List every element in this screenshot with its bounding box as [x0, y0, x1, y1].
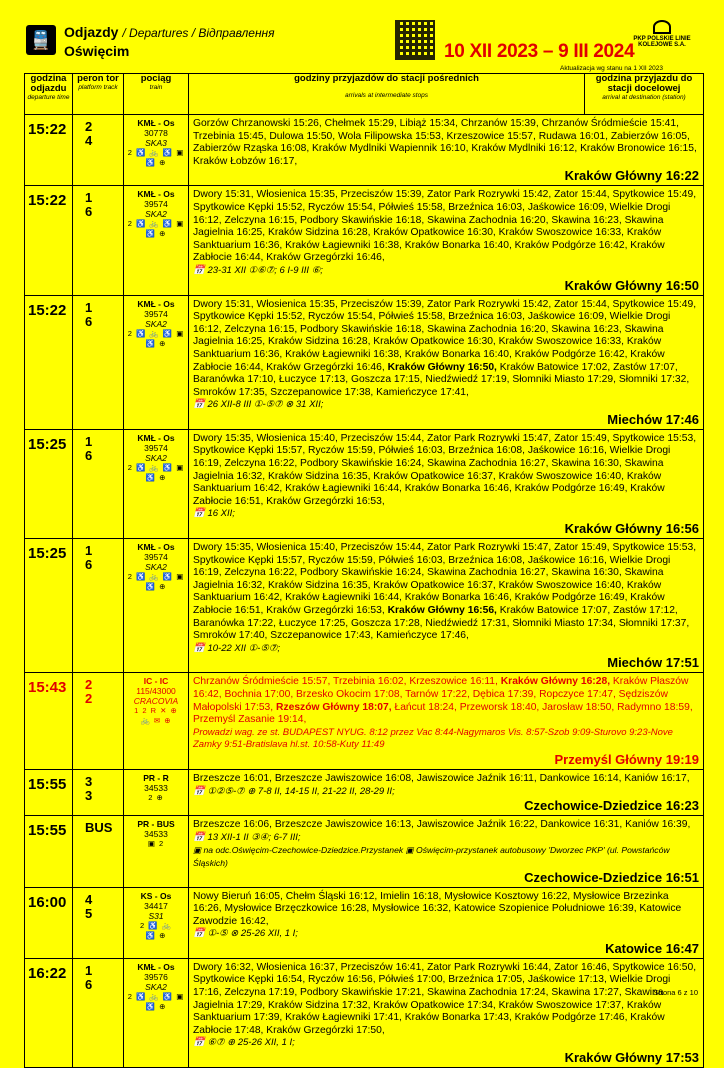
destination: Miechów 17:51 — [607, 655, 699, 671]
train-number: 34533 — [144, 829, 168, 840]
station-name: Oświęcim — [64, 43, 130, 59]
train-category: IC - IC — [143, 676, 169, 687]
train-info — [124, 958, 189, 1067]
platform-track — [73, 673, 124, 770]
intermediate-stops — [189, 295, 704, 429]
row-notes: 📅 16 XII; — [193, 508, 235, 520]
train-info — [124, 429, 189, 538]
row-notes-2: ▣ na odc.Oświęcim-Czechowice-Dziedzice.Przystanek ▣ Oświęcim-przystanek autobusowy 'Dworzec PKP' (ul. Powstańców Śląskich) — [193, 845, 670, 868]
stops-list: Dwory 16:32, Włosienica 16:37, Przeciszów 16:41, Zator Park Rozrywki 16:44, Zator 16:46, Spytkowice 16:50, Spytkowice Kępki 16:54, Ryczów 16:56, Półwieś 17:00, Brzeźnica 17:05, Jaśkowice 17:13, Wielkie Drogi 17:16, Zelczyna 17:19, Podbory Skawińskie 17:21, Skawina Zachodnia 17:24, Skawina 17:27, Skawina Jagielnia 17:29, Kraków Sidzina 17:32, Kraków Opatkowice 17:34, Kraków Swoszowice 17:37, Kraków Sanktuarium 17:39, Kraków Łagiewniki 17:41, Kraków Bonarka 17:43, Kraków Podgórze 17:46, Kraków Zabłocie 17:48, Kraków Grzegórzki 17:50, — [193, 961, 697, 1036]
platform: 1 — [85, 433, 93, 449]
destination: Miechów 17:46 — [607, 411, 699, 427]
train-number: 39574 — [144, 199, 168, 210]
platform-track — [73, 295, 124, 429]
header — [0, 0, 724, 72]
departure-time: 16:00 — [25, 887, 73, 958]
platform: 4 — [85, 891, 93, 907]
destination: Kraków Główny 16:50 — [564, 277, 699, 293]
track: 4 — [85, 133, 93, 148]
destination: Czechowice-Dziedzice 16:51 — [524, 869, 699, 885]
platform-track — [73, 115, 124, 186]
page-number: Strona 6 z 10 — [653, 988, 698, 997]
train-info — [124, 115, 189, 186]
amenity-icons: 2 ♿ 🚲 ♿ ▣ — [127, 991, 185, 1001]
train-category: PR - R — [143, 772, 169, 783]
row-notes: 📅 ⑥⑦ ⊕ 25-26 XII, 1 I; — [193, 1037, 295, 1049]
departure-time: 15:55 — [25, 769, 73, 815]
amenity-icons-2: ♿ ⊕ — [145, 1001, 167, 1011]
carrier-logo: PKP POLSKIE LINIE KOLEJOWE S.A. — [622, 20, 702, 48]
intermediate-stops — [189, 816, 704, 887]
table-row — [25, 887, 704, 958]
destination: Kraków Główny 16:22 — [564, 168, 699, 184]
departure-time: 15:22 — [25, 186, 73, 295]
col-train: pociąg train — [124, 74, 189, 115]
track: 6 — [85, 447, 93, 463]
train-name: SKA3 — [145, 138, 167, 148]
train-icon: 🚆 — [26, 25, 56, 55]
destination: Katowice 16:47 — [605, 940, 699, 956]
track: 2 — [85, 691, 93, 707]
stops-list: Gorzów Chrzanowski 15:26, Chełmek 15:29, Libiąż 15:34, Chrzanów 15:39, Chrzanów Śródmieście 15:41, Trzebinia 15:45, Dulowa 15:50, Wola Filipowska 15:53, Krzeszowice 15:57, Rudawa 16:01, Zabierzów 16:05, Zabierzów Rząska 16:08, Kraków Mydlniki Wapiennik 16:10, Kraków Mydlniki 16:12, Kraków Bronowice 16:15, Kraków Łobzów 16:17, — [193, 118, 697, 167]
intermediate-stops — [189, 673, 704, 770]
intermediate-stops — [189, 115, 704, 186]
amenity-icons-2: ♿ ⊕ — [145, 582, 167, 592]
platform-track — [73, 186, 124, 295]
col-dest: godzina przyjazdu do stacji docelowej arrival at destination (station) — [585, 74, 704, 115]
amenity-icons: 2 ♿ 🚲 ♿ ▣ — [127, 572, 185, 582]
train-name: SKA2 — [145, 562, 167, 573]
stops-list: Chrzanów Śródmieście 15:57, Trzebinia 16:02, Krzeszowice 16:11, Kraków Główny 16:28, Kraków Płaszów 16:42, Bochnia 17:00, Brzesko Okocim 17:08, Tarnów 17:22, Dębica 17:39, Ropczyce 17:47, Sędziszów Małopolski 17:53, Rzeszów Główny 18:07, Łańcut 18:24, Przeworsk 18:40, Jarosław 18:50, Radymno 18:59, Przemyśl Zasanie 19:14, — [193, 676, 693, 726]
train-category: KS - Os — [140, 890, 172, 901]
row-notes: 📅 13 XII-1 II ③④; 6-7 III; — [193, 831, 301, 843]
amenity-icons: 2 ⊕ — [148, 792, 164, 802]
train-category: KMŁ - Os — [137, 542, 175, 553]
platform: BUS — [85, 820, 113, 836]
platform-track — [73, 769, 124, 815]
platform-track — [73, 816, 124, 887]
train-category: PR - BUS — [137, 819, 175, 830]
stops-list: Dwory 15:31, Włosienica 15:35, Przeciszów 15:39, Zator Park Rozrywki 15:42, Zator 15:44, Spytkowice 15:49, Spytkowice Kępki 15:52, Ryczów 15:54, Półwieś 15:58, Brzeźnica 16:03, Jaśkowice 16:09, Wielkie Drogi 16:12, Zelczyna 16:15, Podbory Skawińskie 16:18, Skawina Zachodnia 16:20, Skawina 16:23, Skawina Jagielnia 16:25, Kraków Sidzina 16:28, Kraków Opatkowice 16:30, Kraków Swoszowice 16:33, Kraków Sanktuarium 16:36, Kraków Łagiewniki 16:38, Kraków Bonarka 16:40, Kraków Podgórze 16:42, Kraków Zabłocie 16:44, Kraków Grzegórzki 16:46, Kraków Główny 16:50, Kraków Batowice 17:02, Zastów 17:07, Baranówka 17:10, Łuczyce 17:13, Goszcza 17:15, Niedźwiedź 17:19, Słomniki Miasto 17:29, Słomniki 17:32, Smroków 17:35, Szczepanowice 17:38, Kamieńczyce 17:41, — [193, 298, 697, 398]
qr-code-icon — [395, 20, 435, 60]
departure-time: 16:22 — [25, 958, 73, 1067]
train-number: 34417 — [144, 900, 168, 911]
train-number: 39576 — [144, 971, 168, 982]
col-track: peron tor platform track — [73, 74, 124, 115]
train-name: S31 — [148, 910, 164, 921]
train-category: KMŁ - Os — [137, 298, 175, 309]
intermediate-stops — [189, 887, 704, 958]
table-row — [25, 539, 704, 673]
destination: Czechowice-Dziedzice 16:23 — [524, 798, 699, 814]
amenity-icons: 2 ♿ 🚲 ♿ ▣ — [127, 219, 185, 229]
amenity-icons-2: ♿ ⊕ — [145, 472, 167, 482]
train-number: 39574 — [144, 442, 168, 453]
intermediate-stops — [189, 186, 704, 295]
intermediate-stops — [189, 429, 704, 538]
col-stops: godziny przyjazdów do stacji pośrednich arrivals at intermediate stops — [189, 74, 585, 115]
train-name: SKA2 — [145, 209, 167, 220]
intermediate-stops — [189, 958, 704, 1067]
amenity-icons-2: ♿ ⊕ — [145, 338, 167, 348]
validity-period: 10 XII 2023 – 9 III 2024 — [444, 41, 635, 62]
amenity-icons-2: ♿ ⊕ — [145, 158, 167, 167]
table-row — [25, 295, 704, 429]
track: 6 — [85, 976, 93, 992]
train-number: 34533 — [144, 782, 168, 793]
platform-track — [73, 887, 124, 958]
platform: 1 — [85, 190, 93, 206]
departure-time: 15:25 — [25, 539, 73, 673]
destination: Kraków Główny 16:56 — [564, 521, 699, 537]
amenity-icons: 2 ♿ 🚲 — [139, 920, 172, 930]
platform: 3 — [85, 773, 93, 789]
track: 5 — [85, 905, 93, 921]
amenity-icons: 2 ♿ 🚲 ♿ ▣ — [127, 328, 185, 338]
row-notes: 📅 26 XII-8 III ①-⑤⑦ ⊗ 31 XII; — [193, 399, 324, 411]
departure-time: 15:55 — [25, 816, 73, 887]
table-row — [25, 816, 704, 887]
table-header — [25, 74, 704, 115]
train-name: CRACOVIA — [133, 696, 179, 707]
train-name: SKA2 — [145, 981, 167, 992]
intermediate-stops — [189, 769, 704, 815]
table-row — [25, 673, 704, 770]
platform: 1 — [85, 299, 93, 315]
departure-time: 15:22 — [25, 115, 73, 186]
table-row — [25, 958, 704, 1067]
stops-list: Brzeszcze 16:06, Brzeszcze Jawiszowice 16:13, Jawiszowice Jaźnik 16:22, Dankowice 16:31, Kaniów 16:39, — [193, 819, 691, 831]
train-category: KMŁ - Os — [137, 118, 175, 128]
amenity-icons: 2 ♿ 🚲 ♿ ▣ — [127, 462, 185, 472]
stops-list: Brzeszcze 16:01, Brzeszcze Jawiszowice 16:08, Jawiszowice Jaźnik 16:11, Dankowice 16:14, Kaniów 16:17, — [193, 772, 690, 784]
train-category: KMŁ - Os — [137, 961, 175, 972]
amenity-icons-2: ♿ ⊕ — [145, 229, 167, 239]
platform-track — [73, 429, 124, 538]
train-number: 39574 — [144, 552, 168, 563]
departures-table — [24, 73, 704, 1068]
stops-list: Dwory 15:31, Włosienica 15:35, Przeciszów 15:39, Zator Park Rozrywki 15:42, Zator 15:44, Spytkowice 15:49, Spytkowice Kępki 15:52, Ryczów 15:54, Półwieś 15:58, Brzeźnica 16:03, Jaśkowice 16:09, Wielkie Drogi 16:12, Zelczyna 16:15, Podbory Skawińskie 16:18, Skawina Zachodnia 16:20, Skawina 16:23, Skawina Jagielnia 16:25, Kraków Sidzina 16:28, Kraków Opatkowice 16:30, Kraków Swoszowice 16:33, Kraków Sanktuarium 16:36, Kraków Łagiewniki 16:38, Kraków Bonarka 16:40, Kraków Podgórze 16:42, Kraków Zabłocie 16:44, Kraków Grzegórzki 16:46, — [193, 189, 697, 264]
platform: 1 — [85, 543, 93, 559]
table-row — [25, 115, 704, 186]
platform-track — [73, 539, 124, 673]
platform: 2 — [85, 119, 93, 134]
departure-time: 15:22 — [25, 295, 73, 429]
amenity-icons: 2 ♿ 🚲 ♿ ▣ — [127, 148, 185, 157]
stops-list: Nowy Bieruń 16:05, Chełm Śląski 16:12, Imielin 16:18, Mysłowice Kosztowy 16:22, Mysłowice Brzezinka 16:26, Mysłowice Brzęczkowice 16:28, Mysłowice 16:32, Katowice Szopienice Południowe 16:39, Katowice Zawodzie 16:42, — [193, 890, 682, 927]
train-category: KMŁ - Os — [137, 432, 175, 443]
train-category: KMŁ - Os — [137, 189, 175, 200]
train-info — [124, 539, 189, 673]
table-row — [25, 769, 704, 815]
platform: 1 — [85, 962, 93, 978]
train-info — [124, 816, 189, 887]
row-notes: 📅 23-31 XII ①⑥⑦; 6 I-9 III ⑥; — [193, 264, 323, 276]
departure-time: 15:25 — [25, 429, 73, 538]
track: 3 — [85, 787, 93, 803]
train-info — [124, 295, 189, 429]
intermediate-stops — [189, 539, 704, 673]
platform-track — [73, 958, 124, 1067]
platform: 2 — [85, 677, 93, 693]
train-info — [124, 673, 189, 770]
row-notes: 📅 ①②⑤-⑦ ⊕ 7-8 II, 14-15 II, 21-22 II, 28-29 II; — [193, 785, 395, 797]
train-info — [124, 887, 189, 958]
amenity-icons-2: ♿ ⊕ — [145, 930, 167, 940]
row-notes: Prowadzi wag. ze st. BUDAPEST NYUG. 8:12 przez Vac 8:44-Nagymaros Vis. 8:57-Szob 9:09-Sturovo 9:23-Nove Zamky 9:51-Bratislava hl.st. 10:58-Kuty 11:49 — [193, 726, 673, 751]
train-info — [124, 186, 189, 295]
col-time: godzina odjazdu departure time — [25, 74, 73, 115]
train-info — [124, 769, 189, 815]
table-row — [25, 429, 704, 538]
train-name: SKA2 — [145, 452, 167, 463]
update-note: Aktualizacja wg stanu na 1 XII 2023 — [560, 65, 663, 72]
table-row — [25, 186, 704, 295]
destination: Kraków Główny 17:53 — [564, 1050, 699, 1066]
train-number: 39574 — [144, 308, 168, 319]
amenity-icons-2: 🚲 ✉ ⊕ — [140, 716, 172, 726]
track: 6 — [85, 204, 93, 220]
row-notes: 📅 ①-⑤ ⊗ 25-26 XII, 1 I; — [193, 928, 298, 940]
stops-list: Dwory 15:35, Włosienica 15:40, Przeciszów 15:44, Zator Park Rozrywki 15:47, Zator 15:49, Spytkowice 15:53, Spytkowice Kępki 15:57, Ryczów 15:59, Półwieś 16:03, Brzeźnica 16:08, Jaśkowice 16:16, Wielkie Drogi 16:19, Zelczyna 16:22, Podbory Skawińskie 16:24, Skawina Zachodnia 16:27, Skawina 16:30, Skawina Jagielnia 16:32, Kraków Sidzina 16:35, Kraków Opatkowice 16:37, Kraków Swoszowice 16:40, Kraków Sanktuarium 16:42, Kraków Łagiewniki 16:44, Kraków Bonarka 16:46, Kraków Podgórze 16:49, Kraków Zabłocie 16:51, Kraków Grzegórzki 16:53, Kraków Główny 16:56, Kraków Batowice 17:07, Zastów 17:12, Baranówka 17:22, Łuczyce 17:25, Goszcza 17:28, Niedźwiedź 17:31, Słomniki Miasto 17:34, Słomniki 17:37, Smroków 17:40, Szczepanowice 17:43, Kamieńczyce 17:46, — [193, 542, 697, 642]
train-number: 30778 — [144, 128, 168, 138]
track: 6 — [85, 557, 93, 573]
train-name: SKA2 — [145, 318, 167, 329]
amenity-icons: ▣ 2 — [147, 839, 165, 849]
destination: Przemyśl Główny 19:19 — [554, 751, 699, 767]
page-title: Odjazdy / Departures / Відправлення — [64, 24, 275, 40]
stops-list: Dwory 15:35, Włosienica 15:40, Przeciszów 15:44, Zator Park Rozrywki 15:47, Zator 15:49, Spytkowice 15:53, Spytkowice Kępki 15:57, Ryczów 15:59, Półwieś 16:03, Brzeźnica 16:08, Jaśkowice 16:16, Wielkie Drogi 16:19, Zelczyna 16:22, Podbory Skawińskie 16:24, Skawina Zachodnia 16:27, Skawina 16:30, Skawina Jagielnia 16:32, Kraków Sidzina 16:35, Kraków Opatkowice 16:37, Kraków Swoszowice 16:40, Kraków Sanktuarium 16:42, Kraków Łagiewniki 16:44, Kraków Bonarka 16:46, Kraków Podgórze 16:49, Kraków Zabłocie 16:51, Kraków Grzegórzki 16:53, — [193, 432, 697, 507]
departure-time: 15:43 — [25, 673, 73, 770]
track: 6 — [85, 313, 93, 329]
row-notes: 📅 10-22 XII ①-⑤⑦; — [193, 642, 281, 654]
amenity-icons: 1 2 R ✕ ⊕ — [134, 706, 178, 716]
train-number: 115/43000 — [136, 686, 176, 697]
